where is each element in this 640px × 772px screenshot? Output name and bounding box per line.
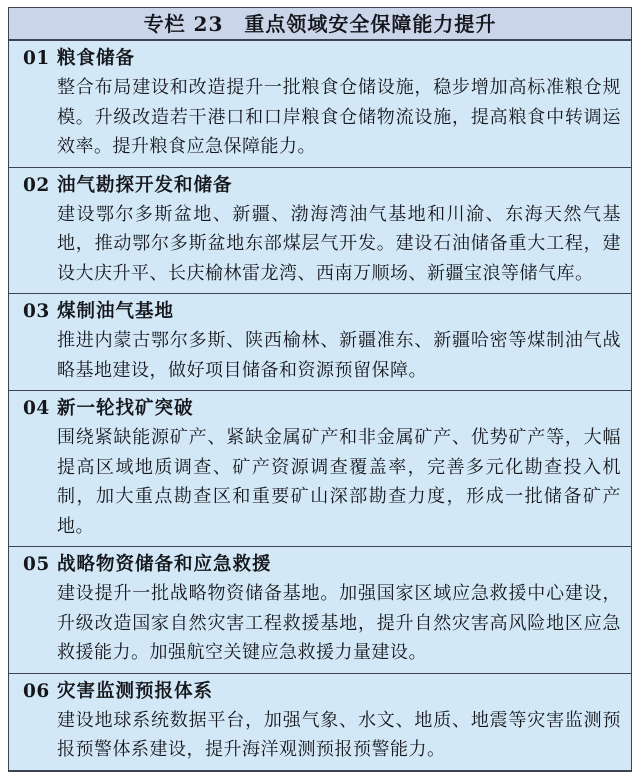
section-body-text: 推进内蒙古鄂尔多斯、陕西榆林、新疆准东、新疆哈密等煤制油气战略基地建设，做好项目储备和资源预留保障。 xyxy=(57,330,621,381)
panel-title: 专栏 23 重点领域安全保障能力提升 xyxy=(9,8,631,41)
section-heading xyxy=(9,44,631,73)
section-title: 新一轮找矿突破 xyxy=(57,398,194,419)
section-number: 05 xyxy=(23,554,50,575)
section-mineral-prospecting xyxy=(9,391,631,547)
section-heading xyxy=(9,394,631,423)
section-coal-to-oil-gas-bases xyxy=(9,294,631,391)
section-strategic-reserves-rescue xyxy=(9,547,631,674)
section-body-text: 围绕紧缺能源矿产、紧缺金属矿产和非金属矿产、优势矿产等，大幅提高区域地质调查、矿产资源调查覆盖率，完善多元化勘查投入机制，加大重点勘查区和重要矿山深部勘查力度，形成一批储备矿产地。 xyxy=(57,427,621,537)
section-title: 战略物资储备和应急救援 xyxy=(57,554,272,575)
section-title: 油气勘探开发和储备 xyxy=(57,174,233,196)
section-heading xyxy=(9,171,631,200)
section-heading xyxy=(9,677,631,706)
section-number: 04 xyxy=(23,398,50,419)
feature-box-column-23 xyxy=(8,7,632,772)
section-title: 煤制油气基地 xyxy=(57,301,175,322)
section-number: 02 xyxy=(23,174,50,196)
section-heading xyxy=(9,550,631,579)
section-number: 06 xyxy=(23,680,50,702)
section-body-text: 建设鄂尔多斯盆地、新疆、渤海湾油气基地和川渝、东海天然气基地，推动鄂尔多斯盆地东部煤层气开发。建设石油储备重大工程，建设大庆升平、长庆榆林雷龙湾、西南万顺场、新疆宝浪等储气库。 xyxy=(57,203,621,284)
section-number: 01 xyxy=(23,48,50,69)
section-title: 粮食储备 xyxy=(57,48,136,69)
section-oil-gas-exploration xyxy=(9,168,631,295)
section-number: 03 xyxy=(23,301,50,322)
section-title: 灾害监测预报体系 xyxy=(57,680,214,702)
section-body-text: 整合布局建设和改造提升一批粮食仓储设施，稳步增加高标准粮仓规模。升级改造若干港口和口岸粮食仓储物流设施，提高粮食中转调运效率。提升粮食应急保障能力。 xyxy=(57,77,621,157)
section-list xyxy=(9,41,631,770)
section-body-text: 建设地球系统数据平台，加强气象、水文、地质、地震等灾害监测预报预警体系建设，提升海洋观测预报预警能力。 xyxy=(57,709,621,760)
section-body-text: 建设提升一批战略物资储备基地。加强国家区域应急救援中心建设，升级改造国家自然灾害工程救援基地，提升自然灾害高风险地区应急救援能力。加强航空关键应急救援力量建设。 xyxy=(57,583,621,663)
section-grain-reserves xyxy=(9,41,631,168)
section-disaster-monitoring xyxy=(9,674,631,770)
section-heading xyxy=(9,297,631,326)
